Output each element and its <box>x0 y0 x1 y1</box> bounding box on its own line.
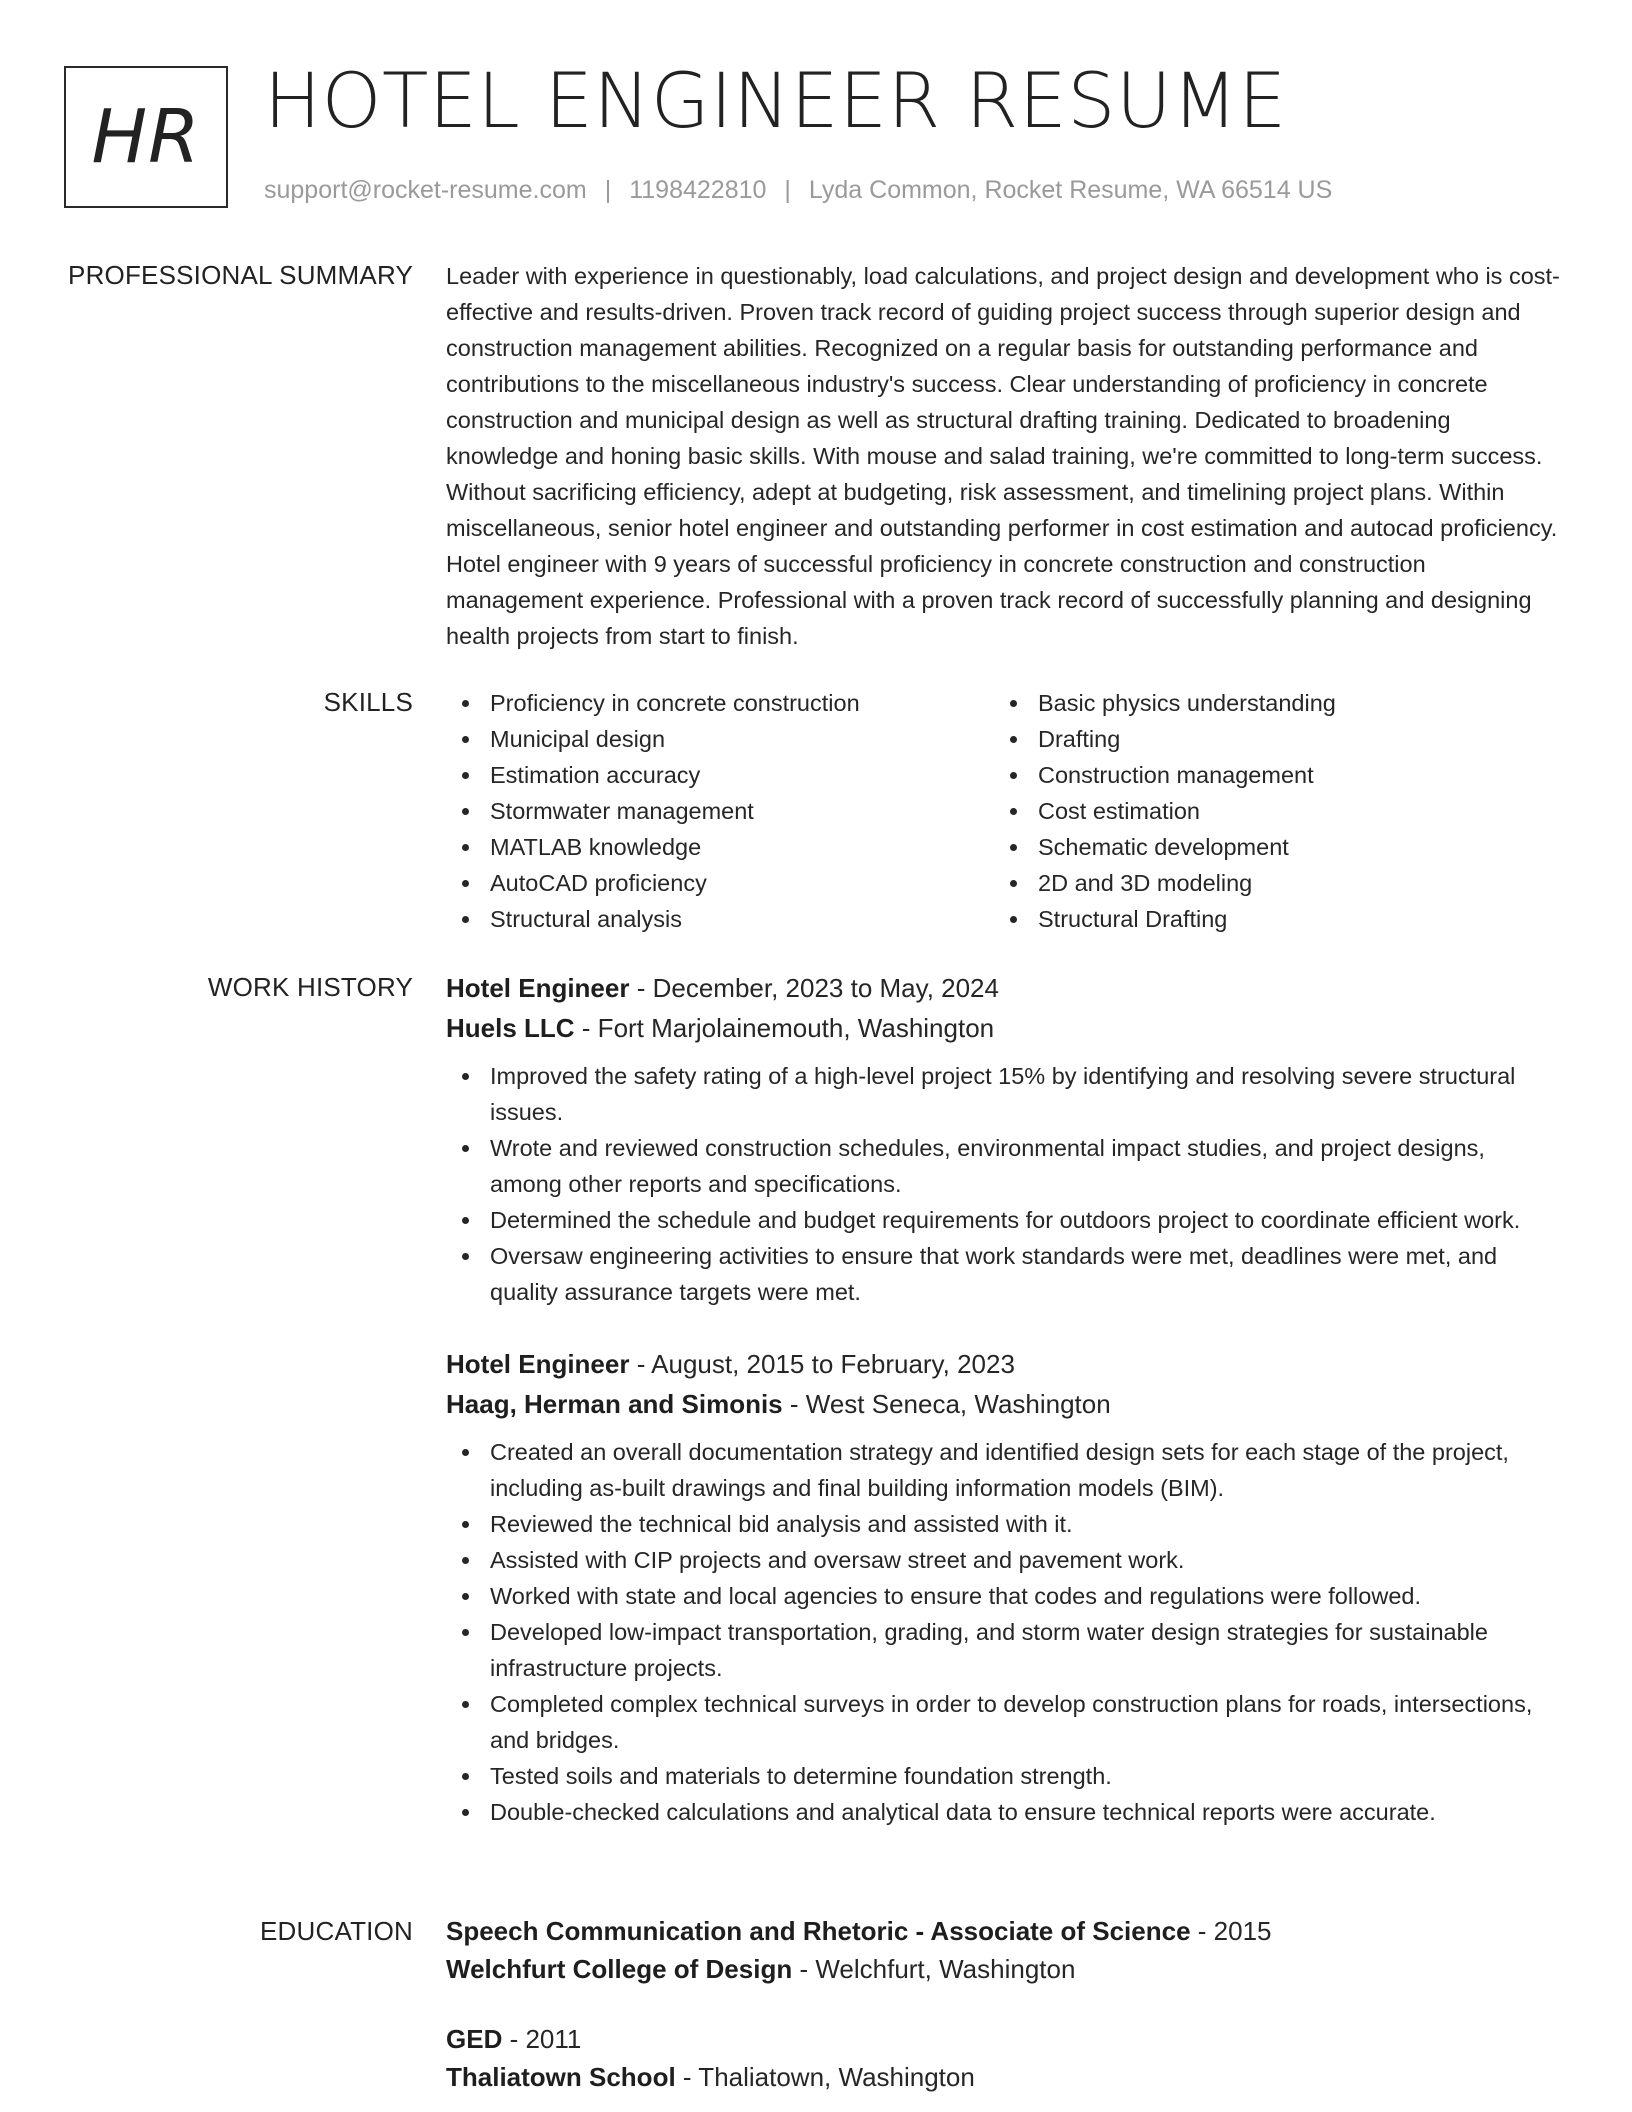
work-history-heading: WORK HISTORY <box>207 972 413 1002</box>
job-location: - Fort Marjolainemouth, Washington <box>574 1013 995 1043</box>
contact-separator: | <box>784 176 791 204</box>
monogram-logo <box>64 66 228 208</box>
skills-list-right <box>994 685 1542 937</box>
skill-item: Construction management <box>994 757 1542 793</box>
summary-text: Leader with experience in questionably, load calculations, and project design and development who is cost-effective and results-driven. Proven track record of guiding project success through superior design and construction management abilities. Recognized on a regular basis for outstanding performance and contributions to the miscellaneous industry's success. Clear understanding of proficiency in concrete construction and municipal design as well as structural drafting training. Dedicated to broadening knowledge and honing basic skills. With mouse and salad training, we're committed to long-term success. Without sacrificing efficiency, adept at budgeting, risk assessment, and timelining project plans. Within miscellaneous, senior hotel engineer and outstanding performer in cost estimation and autocad proficiency. Hotel engineer with 9 years of successful proficiency in concrete construction and construction management experience. Professional with a proven track record of successfully planning and designing health projects from start to finish. <box>446 263 1560 649</box>
education-school-line <box>446 1950 1562 1988</box>
skill-item: Stormwater management <box>446 793 994 829</box>
education-heading: EDUCATION <box>260 1916 413 1946</box>
duty-item: Worked with state and local agencies to ensure that codes and regulations were followed. <box>446 1578 1562 1614</box>
skills-grid <box>446 685 1562 937</box>
duty-item: Double-checked calculations and analytical data to ensure technical reports were accurate. <box>446 1794 1562 1830</box>
job-entry <box>446 968 1562 1310</box>
contact-email[interactable]: support@rocket-resume.com <box>264 176 587 204</box>
skill-item: Basic physics understanding <box>994 685 1542 721</box>
education-year: - 2011 <box>502 2024 582 2054</box>
monogram-text: HR <box>91 94 201 180</box>
resume-title: HOTEL ENGINEER RESUME <box>264 56 1287 145</box>
skill-item: MATLAB knowledge <box>446 829 994 865</box>
education-degree: GED <box>446 2024 503 2054</box>
education-body <box>446 1912 1562 2096</box>
skill-item: Structural analysis <box>446 901 994 937</box>
summary-heading: PROFESSIONAL SUMMARY <box>68 260 413 290</box>
job-company-line <box>446 1008 1562 1048</box>
education-degree: Speech Communication and Rhetoric - Associate of Science <box>446 1916 1191 1946</box>
education-year: - 2015 <box>1190 1916 1272 1946</box>
duty-item: Created an overall documentation strategy and identified design sets for each stage of the project, including as-built drawings and final building information models (BIM). <box>446 1434 1562 1506</box>
duty-item: Completed complex technical surveys in order to develop construction plans for roads, intersections, and bridges. <box>446 1686 1562 1758</box>
duty-item: Tested soils and materials to determine foundation strength. <box>446 1758 1562 1794</box>
duty-item: Improved the safety rating of a high-level project 15% by identifying and resolving severe structural issues. <box>446 1058 1562 1130</box>
job-company: Huels LLC <box>446 1013 575 1043</box>
job-company-line <box>446 1384 1562 1424</box>
skill-item: 2D and 3D modeling <box>994 865 1542 901</box>
education-school: Welchfurt College of Design <box>446 1954 793 1984</box>
education-entry <box>446 1912 1562 1988</box>
job-dates: - August, 2015 to February, 2023 <box>629 1349 1015 1379</box>
education-school-line <box>446 2058 1562 2096</box>
job-dates: - December, 2023 to May, 2024 <box>629 973 999 1003</box>
skill-item: Schematic development <box>994 829 1542 865</box>
job-title: Hotel Engineer <box>446 973 630 1003</box>
education-degree-line <box>446 2020 1562 2058</box>
job-title: Hotel Engineer <box>446 1349 630 1379</box>
skill-item: Proficiency in concrete construction <box>446 685 994 721</box>
education-degree-line <box>446 1912 1562 1950</box>
education-location: - Welchfurt, Washington <box>792 1954 1076 1984</box>
skill-item: Drafting <box>994 721 1542 757</box>
job-entry <box>446 1344 1562 1830</box>
skill-item: Cost estimation <box>994 793 1542 829</box>
contact-line <box>264 176 1332 205</box>
job-title-line <box>446 1344 1562 1384</box>
education-school: Thaliatown School <box>446 2062 676 2092</box>
education-entry <box>446 2020 1562 2096</box>
work-history-body <box>446 968 1562 1830</box>
duty-item: Oversaw engineering activities to ensure that work standards were met, deadlines were met, and quality assurance targets were met. <box>446 1238 1562 1310</box>
job-title-line <box>446 968 1562 1008</box>
duty-item: Assisted with CIP projects and oversaw street and pavement work. <box>446 1542 1562 1578</box>
skill-item: Estimation accuracy <box>446 757 994 793</box>
skill-item: Structural Drafting <box>994 901 1542 937</box>
summary-body <box>446 258 1562 654</box>
contact-phone[interactable]: 1198422810 <box>629 176 767 204</box>
job-duties <box>446 1434 1562 1830</box>
skill-item: Municipal design <box>446 721 994 757</box>
skills-heading: SKILLS <box>323 687 413 717</box>
contact-separator: | <box>604 176 612 204</box>
skills-list-left <box>446 685 994 937</box>
job-location: - West Seneca, Washington <box>782 1389 1111 1419</box>
duty-item: Wrote and reviewed construction schedules, environmental impact studies, and project designs, among other reports and specifications. <box>446 1130 1562 1202</box>
education-location: - Thaliatown, Washington <box>675 2062 975 2092</box>
duty-item: Developed low-impact transportation, grading, and storm water design strategies for sustainable infrastructure projects. <box>446 1614 1562 1686</box>
job-company: Haag, Herman and Simonis <box>446 1389 783 1419</box>
duty-item: Reviewed the technical bid analysis and assisted with it. <box>446 1506 1562 1542</box>
contact-address: Lyda Common, Rocket Resume, WA 66514 US <box>808 176 1333 204</box>
skill-item: AutoCAD proficiency <box>446 865 994 901</box>
job-duties <box>446 1058 1562 1310</box>
duty-item: Determined the schedule and budget requirements for outdoors project to coordinate efficient work. <box>446 1202 1562 1238</box>
